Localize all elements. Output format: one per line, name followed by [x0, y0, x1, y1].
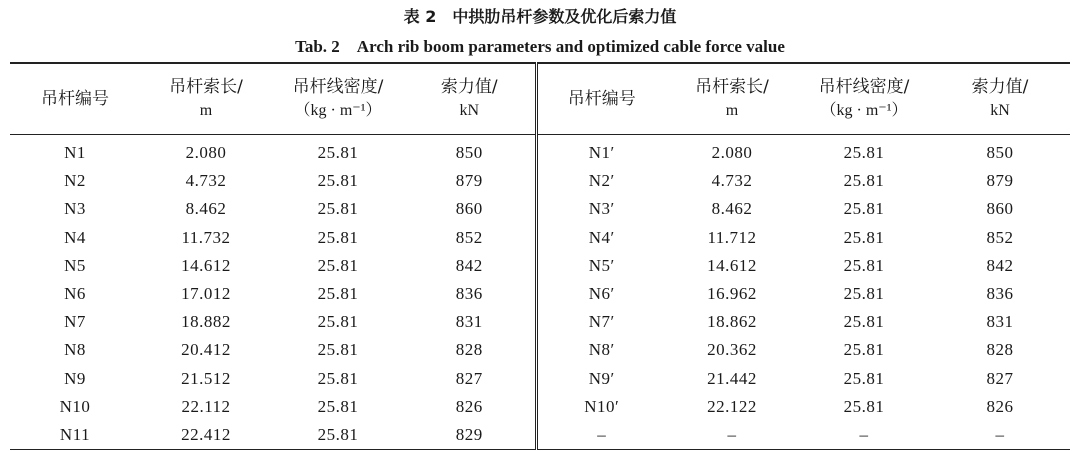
table-row [10, 280, 1070, 308]
table-cell: N8 [64, 340, 86, 360]
table-cell: 25.81 [843, 199, 885, 219]
table-cell: 16.962 [707, 284, 757, 304]
table-cell: 22.112 [181, 396, 231, 416]
header-boom-id-right: 吊杆编号 [536, 63, 666, 135]
table-cell: 21.512 [181, 368, 231, 388]
table-cell: 18.882 [181, 312, 231, 332]
header-unit: kN [990, 102, 1010, 119]
table-cell: 827 [986, 368, 1014, 388]
table-cell: 879 [404, 167, 536, 195]
table-cell: 852 [404, 224, 536, 252]
table-cell: 852 [986, 227, 1014, 247]
header-linear-density-right: 吊杆线密度/ （kg · m⁻¹） [798, 63, 930, 135]
table-cell: 25.81 [843, 368, 885, 388]
table-row [10, 393, 1070, 421]
table-cell: 4.732 [185, 171, 227, 191]
table-cell: 22.122 [707, 396, 757, 416]
table-cell: 25.81 [843, 171, 885, 191]
table-row [10, 365, 1070, 393]
table-cell: N9 [64, 368, 86, 388]
table-row [10, 421, 1070, 450]
table-cell: 25.81 [317, 424, 359, 444]
table-cell: 14.612 [181, 255, 231, 275]
table-cell: 20.412 [181, 340, 231, 360]
table-cell: 11.732 [181, 227, 231, 247]
table-cell: 2.080 [711, 143, 753, 163]
table-row [10, 224, 1070, 252]
table-caption-chinese: 表 2 中拱肋吊杆参数及优化后索力值 [403, 7, 677, 26]
table-header-row [10, 63, 1070, 135]
header-unit: （kg · m⁻¹） [294, 102, 382, 119]
table-cell: N7′ [588, 312, 615, 332]
table-cell: N10′ [584, 396, 620, 416]
table-cell: 25.81 [843, 255, 885, 275]
table-cell: 25.81 [843, 396, 885, 416]
header-cable-force-left: 索力值/ kN [404, 63, 536, 135]
table-cell: 25.81 [843, 284, 885, 304]
header-unit: m [725, 102, 739, 119]
table-cell: 829 [404, 421, 536, 450]
table-cell: 831 [986, 312, 1014, 332]
table-cell: 2.080 [185, 143, 227, 163]
table-cell: – [727, 424, 737, 444]
table-cell: 22.412 [181, 424, 231, 444]
header-boom-id-left: 吊杆编号 [10, 63, 140, 135]
header-boom-length-right: 吊杆索长/ m [666, 63, 798, 135]
table-cell: 842 [404, 252, 536, 280]
table-cell: 21.442 [707, 368, 757, 388]
table-cell: 828 [404, 336, 536, 364]
header-unit: （kg · m⁻¹） [820, 102, 908, 119]
table-cell: N8′ [588, 340, 615, 360]
table-cell: – [597, 424, 607, 444]
table-cell: 25.81 [843, 143, 885, 163]
table-cell: 850 [986, 143, 1014, 163]
table-cell: 842 [986, 255, 1014, 275]
table-row [10, 167, 1070, 195]
table-cell: 25.81 [317, 340, 359, 360]
table-cell: N1′ [588, 143, 615, 163]
table-cell: 14.612 [707, 255, 757, 275]
table-cell: 25.81 [317, 255, 359, 275]
table-cell: N2 [64, 171, 86, 191]
header-unit: m [199, 102, 213, 119]
table-cell: N3 [64, 199, 86, 219]
table-cell: N3′ [588, 199, 615, 219]
table-cell: 879 [986, 171, 1014, 191]
table-cell: 828 [986, 340, 1014, 360]
table-cell: N4′ [588, 227, 615, 247]
table-row [10, 195, 1070, 223]
table-cell: 25.81 [317, 143, 359, 163]
table-cell: 826 [986, 396, 1014, 416]
table-cell: N2′ [588, 171, 615, 191]
table-cell: 25.81 [843, 340, 885, 360]
table-cell: N6 [64, 284, 86, 304]
table-cell: 836 [986, 284, 1014, 304]
table-cell: 8.462 [711, 199, 753, 219]
table-cell: 8.462 [185, 199, 227, 219]
table-cell: 20.362 [707, 340, 757, 360]
table-cell: 836 [404, 280, 536, 308]
table-cell: 25.81 [843, 312, 885, 332]
table-cell: 826 [404, 393, 536, 421]
table-cell: – [859, 424, 869, 444]
table-cell: 25.81 [317, 396, 359, 416]
table-cell: N11 [59, 424, 91, 444]
table-cell: 827 [404, 365, 536, 393]
table-cell: 25.81 [317, 368, 359, 388]
table-cell: N1 [64, 143, 86, 163]
table-cell: 11.712 [707, 227, 757, 247]
table-cell: 25.81 [317, 312, 359, 332]
table-cell: 18.862 [707, 312, 757, 332]
boom-parameter-table [10, 62, 1070, 450]
table-cell: 17.012 [181, 284, 231, 304]
table-cell: N7 [64, 312, 86, 332]
header-linear-density-left: 吊杆线密度/ （kg · m⁻¹） [272, 63, 404, 135]
table-cell: 25.81 [317, 171, 359, 191]
table-cell: N5′ [588, 255, 615, 275]
table-row [10, 252, 1070, 280]
header-cable-force-right: 索力值/ kN [930, 63, 1070, 135]
table-cell: 25.81 [317, 284, 359, 304]
table-cell: – [995, 424, 1005, 444]
table-row [10, 336, 1070, 364]
table-cell: N6′ [588, 284, 615, 304]
table-cell: 850 [404, 135, 536, 168]
table-body [10, 135, 1070, 450]
header-unit: kN [459, 102, 480, 119]
table-row [10, 308, 1070, 336]
table-row [10, 135, 1070, 168]
table-caption-english: Tab. 2 Arch rib boom parameters and optimized cable force value [295, 37, 785, 56]
table-cell: 860 [404, 195, 536, 223]
table-cell: N4 [64, 227, 86, 247]
table-cell: 25.81 [317, 227, 359, 247]
header-boom-length-left: 吊杆索长/ m [140, 63, 272, 135]
table-cell: 831 [404, 308, 536, 336]
table-cell: 860 [986, 199, 1014, 219]
table-cell: 25.81 [317, 199, 359, 219]
table-cell: N10 [59, 396, 91, 416]
table-cell: 25.81 [843, 227, 885, 247]
table-cell: N9′ [588, 368, 615, 388]
table-cell: N5 [64, 255, 86, 275]
table-cell: 4.732 [711, 171, 753, 191]
